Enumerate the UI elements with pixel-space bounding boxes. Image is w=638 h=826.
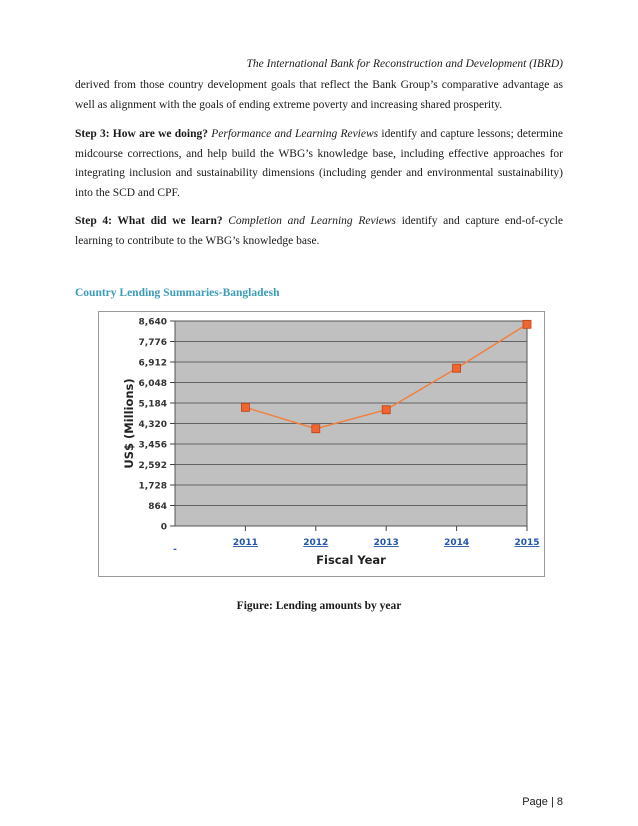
y-tick-label: 6,048 <box>138 379 167 389</box>
step-4-text: identify and capture end-of-cycle learning to contribute to the WBG’s knowledge base. <box>75 215 564 247</box>
y-tick-label: 1,728 <box>138 481 167 492</box>
y-tick-label: 6,912 <box>138 358 167 369</box>
lending-chart <box>98 311 545 577</box>
page-number: Page | 8 <box>522 796 563 808</box>
figure-caption: Figure: Lending amounts by year <box>236 600 402 612</box>
x-tick-label: 2014 <box>444 538 470 548</box>
y-tick-label: 3,456 <box>138 440 167 451</box>
paragraph-continuation: derived from those country development goals that reflect the Bank Group’s comparative advantage as well as alignment with the goals of ending extreme poverty and increasing shared prosperity. <box>75 79 563 111</box>
page-header-title: The International Bank for Reconstruction and Development (IBRD) <box>246 58 563 70</box>
x-tick-label-start: - <box>173 545 177 555</box>
y-tick-label: 4,320 <box>138 420 167 430</box>
step-4-heading: Step 4: What did we learn? <box>75 215 223 227</box>
data-point-2014 <box>453 364 461 372</box>
data-point-2015 <box>523 320 531 328</box>
paragraph-step-3 <box>75 125 563 203</box>
x-tick-label: 2013 <box>373 538 399 548</box>
x-tick-label: 2015 <box>514 538 540 548</box>
data-point-2011 <box>241 403 249 411</box>
y-tick-label: 864 <box>148 502 167 512</box>
lending-chart-svg <box>99 312 544 576</box>
step-4-emphasis: Completion and Learning Reviews <box>228 215 397 227</box>
step-3-text: identify and capture lessons; determine midcourse corrections, and help build the WBG’s knowledge base, including effective approaches for integrating inclusion and sustainability dimensions (including gender and environmental sustainability) into the SCD and CPF. <box>75 128 564 199</box>
y-tick-label: 0 <box>160 522 167 533</box>
paragraph-step-4 <box>75 212 563 251</box>
y-tick-label: 5,184 <box>138 399 167 410</box>
x-tick-label: 2011 <box>232 538 258 548</box>
section-title: Country Lending Summaries-Bangladesh <box>75 287 280 299</box>
y-tick-label: 7,776 <box>138 338 167 348</box>
step-3-heading: Step 3: How are we doing? <box>75 128 208 140</box>
y-tick-label: 8,640 <box>138 317 167 328</box>
data-point-2012 <box>312 425 320 433</box>
data-point-2013 <box>382 406 390 414</box>
x-tick-label: 2012 <box>303 538 329 548</box>
y-tick-label: 2,592 <box>138 461 167 471</box>
y-axis-label: US$ (Millions) <box>122 378 136 469</box>
step-3-emphasis: Performance and Learning Reviews <box>211 128 379 140</box>
x-axis-label: Fiscal Year <box>316 553 386 567</box>
